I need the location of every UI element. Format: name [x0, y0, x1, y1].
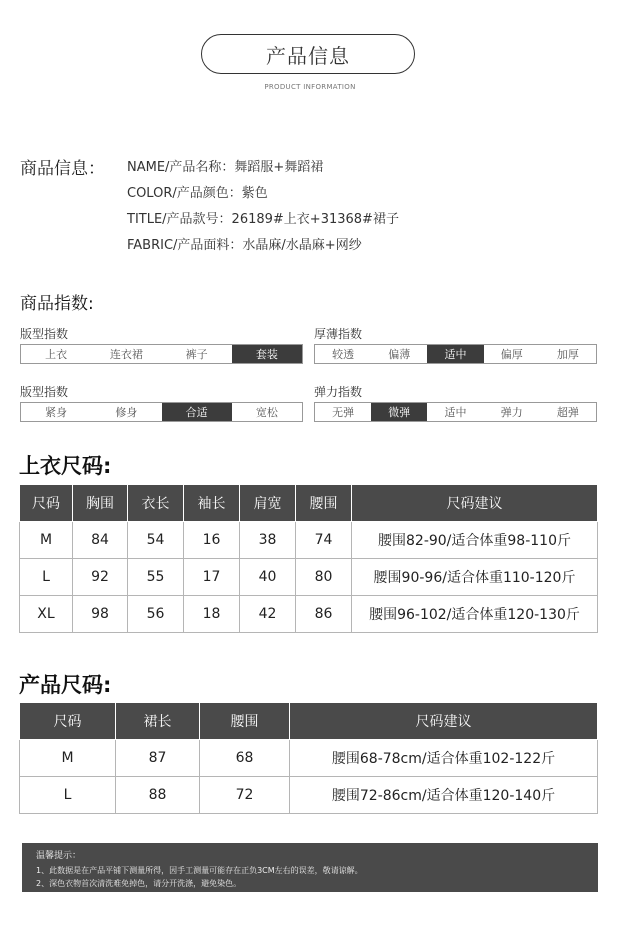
- table-header: 胸围: [73, 485, 128, 522]
- index-option: 宽松: [255, 406, 278, 419]
- index-option: 无弹: [332, 406, 355, 419]
- table-row: [20, 740, 598, 777]
- table-cell: XL: [20, 596, 73, 633]
- index-option: 超弹: [556, 406, 579, 419]
- table-cell: 54: [128, 522, 184, 559]
- index-label-thickness: 厚薄指数: [314, 327, 363, 341]
- table-header: 裙长: [116, 703, 200, 740]
- header-title: 产品信息: [266, 43, 350, 68]
- index-option-selected: 合适: [162, 403, 232, 421]
- index-option-selected: 套装: [232, 345, 302, 363]
- index-bar-style: [20, 344, 303, 364]
- table-row: [20, 777, 598, 814]
- notice-line: 1、此数据是在产品平铺下测量所得，因手工测量可能存在正负3CM左右的误差，敬请谅解。: [36, 866, 363, 875]
- table-cell: 80: [296, 559, 352, 596]
- notice-title: 温馨提示：: [36, 851, 82, 861]
- table-cell: 腰围96-102/适合体重120-130斤: [352, 596, 598, 633]
- table-cell: 86: [296, 596, 352, 633]
- product-size-table: [19, 702, 598, 814]
- product-name-line: NAME/产品名称：舞蹈服+舞蹈裙: [127, 160, 324, 175]
- index-label-style: 版型指数: [20, 327, 69, 341]
- index-option: 较透: [332, 348, 355, 361]
- table-cell: 38: [240, 522, 296, 559]
- table-cell: M: [20, 740, 116, 777]
- index-option: 偏厚: [500, 348, 523, 361]
- table-header: 腰围: [296, 485, 352, 522]
- product-fabric-line: FABRIC/产品面料：水晶麻/水晶麻+网纱: [127, 238, 362, 253]
- indices-title: 商品指数:: [20, 294, 94, 314]
- table-cell: 98: [73, 596, 128, 633]
- index-bar-thickness: [314, 344, 597, 364]
- index-option: 偏薄: [388, 348, 411, 361]
- index-option: 适中: [444, 406, 467, 419]
- table-cell: 72: [200, 777, 290, 814]
- table-cell: 87: [116, 740, 200, 777]
- product-color-line: COLOR/产品颜色：紫色: [127, 186, 268, 201]
- table-cell: 18: [184, 596, 240, 633]
- index-option: 加厚: [556, 348, 579, 361]
- product-info-label: 商品信息：: [20, 159, 105, 179]
- index-label-fit: 版型指数: [20, 385, 69, 399]
- notice-box: [22, 843, 598, 892]
- table-header: 尺码: [20, 485, 73, 522]
- top-size-table: [19, 484, 598, 633]
- index-label-elasticity: 弹力指数: [314, 385, 363, 399]
- index-option-selected: 适中: [427, 345, 483, 363]
- index-option: 上衣: [45, 348, 68, 361]
- product-style-line: TITLE/产品款号：26189#上衣+31368#裙子: [127, 212, 399, 227]
- table-cell: 68: [200, 740, 290, 777]
- top-size-title: 上衣尺码:: [19, 454, 112, 478]
- index-option: 裤子: [185, 348, 208, 361]
- table-header: 尺码建议: [352, 485, 598, 522]
- table-cell: 17: [184, 559, 240, 596]
- table-cell: L: [20, 777, 116, 814]
- table-cell: 腰围90-96/适合体重110-120斤: [352, 559, 598, 596]
- table-header: 衣长: [128, 485, 184, 522]
- index-option: 连衣裙: [109, 348, 143, 361]
- index-bar-fit: [20, 402, 303, 422]
- table-cell: 92: [73, 559, 128, 596]
- table-header: 袖长: [184, 485, 240, 522]
- section-header-pill: [201, 34, 415, 74]
- table-cell: 84: [73, 522, 128, 559]
- table-header: 肩宽: [240, 485, 296, 522]
- product-size-title: 产品尺码:: [19, 673, 112, 697]
- table-row: [20, 522, 598, 559]
- index-option: 修身: [115, 406, 138, 419]
- index-bar-elasticity: [314, 402, 597, 422]
- index-option-selected: 微弹: [371, 403, 427, 421]
- table-header: 尺码建议: [290, 703, 598, 740]
- table-cell: 腰围82-90/适合体重98-110斤: [352, 522, 598, 559]
- table-cell: 42: [240, 596, 296, 633]
- table-cell: 74: [296, 522, 352, 559]
- table-cell: 55: [128, 559, 184, 596]
- table-header: 尺码: [20, 703, 116, 740]
- table-cell: 40: [240, 559, 296, 596]
- table-header: 腰围: [200, 703, 290, 740]
- table-cell: 腰围72-86cm/适合体重120-140斤: [290, 777, 598, 814]
- table-cell: 88: [116, 777, 200, 814]
- table-row: [20, 559, 598, 596]
- index-option: 紧身: [45, 406, 68, 419]
- table-cell: 16: [184, 522, 240, 559]
- table-cell: 56: [128, 596, 184, 633]
- table-cell: 腰围68-78cm/适合体重102-122斤: [290, 740, 598, 777]
- table-cell: M: [20, 522, 73, 559]
- table-cell: L: [20, 559, 73, 596]
- table-row: [20, 596, 598, 633]
- header-subtitle: PRODUCT INFORMATION: [264, 83, 356, 91]
- notice-line: 2、深色衣物首次清洗难免掉色，请分开洗涤，避免染色。: [36, 879, 242, 888]
- index-option: 弹力: [500, 406, 523, 419]
